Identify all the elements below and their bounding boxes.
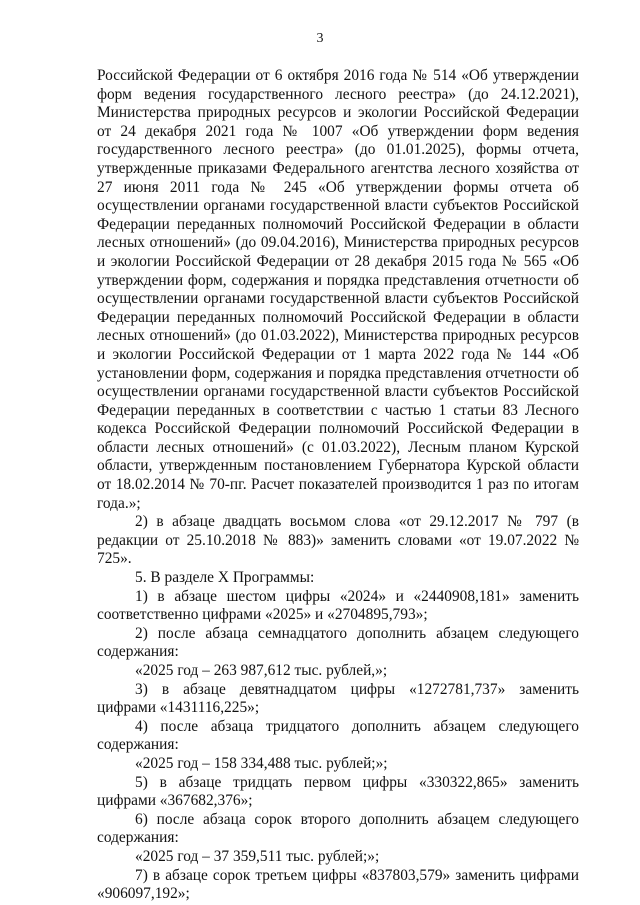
- inserted-text: «2025 год – 158 334,488 тыс. рублей;»;: [135, 754, 388, 772]
- paragraph-item-2: 2) в абзаце двадцать восьмом слова «от 29.12.2017 № 797 (в редакции от 25.10.2018 № 883)» заменить словами «от 19.07.2022 № 725».: [97, 513, 579, 568]
- page-number: 3: [316, 31, 324, 46]
- inserted-text: «2025 год – 37 359,511 тыс. рублей;»;: [135, 847, 380, 865]
- paragraph-item-1: 1) в абзаце шестом цифры «2024» и «2440908,181» заменить соответственно цифрами «2025» и «2704895,793»;: [97, 587, 579, 624]
- paragraph-item-6: 6) после абзаца сорок второго дополнить абзацем следующего содержания:: [97, 810, 579, 847]
- paragraph-item-2b: 2) после абзаца семнадцатого дополнить абзацем следующего содержания:: [97, 624, 579, 661]
- paragraph-item-5: 5) в абзаце тридцать первом цифры «330322,865» заменить цифрами «367682,376»;: [97, 773, 579, 810]
- inserted-text: «2025 год – 263 987,612 тыс. рублей,»;: [135, 662, 388, 679]
- paragraph-continuation: Российской Федерации от 6 октября 2016 года № 514 «Об утверждении форм ведения государственного лесного реестра» (до 24.12.2021), Министерства природных ресурсов и экологии Российской Федерации от 24 декабря 2021 года № 1007 «Об утверждении форм ведения государственного лесного реестра» (до 01.01.2025), формы отчета, утвержденные приказами Федерального агентства лесного хозяйства от 27 июня 2011 года № 245 «Об утверждении формы отчета об осуществлении органами государственной власти субъектов Российской Федерации переданных полномочий Российской Федерации в области лесных отношений» (до 09.04.2016), Министерства природных ресурсов и экологии Российской Федерации от 28 декабря 2015 года № 565 «Об утверждении форм, содержания и порядка представления отчетности об осуществлении органами государственной власти субъектов Российской Федерации переданных полномочий Российской Федерации в области лесных отношений» (до 01.03.2022), Министерства природных ресурсов и экологии Российской Федерации от 1 марта 2022 года № 144 «Об установлении форм, содержания и порядка представления отчетности об осуществлении органами государственной власти субъектов Российской Федерации переданных в соответствии с частью 1 статьи 83 Лесного кодекса Российской Федерации полномочий Российской Федерации в области лесных отношений» (с 01.03.2022), Лесным планом Курской области, утвержденным постановлением Губернатора Курской области от 18.02.2014 № 70-пг. Расчет показателей производится 1 раз по итогам года.»;: [97, 67, 579, 512]
- document-body: [97, 67, 579, 904]
- paragraph-item-7: 7) в абзаце сорок третьем цифры «837803,579» заменить цифрами «906097,192»;: [97, 866, 579, 903]
- paragraph-item-3: 3) в абзаце девятнадцатом цифры «1272781,737» заменить цифрами «1431116,225»;: [97, 680, 579, 717]
- paragraph-item-4: 4) после абзаца тридцатого дополнить абзацем следующего содержания:: [97, 717, 579, 754]
- section-heading: 5. В разделе X Программы:: [135, 569, 315, 587]
